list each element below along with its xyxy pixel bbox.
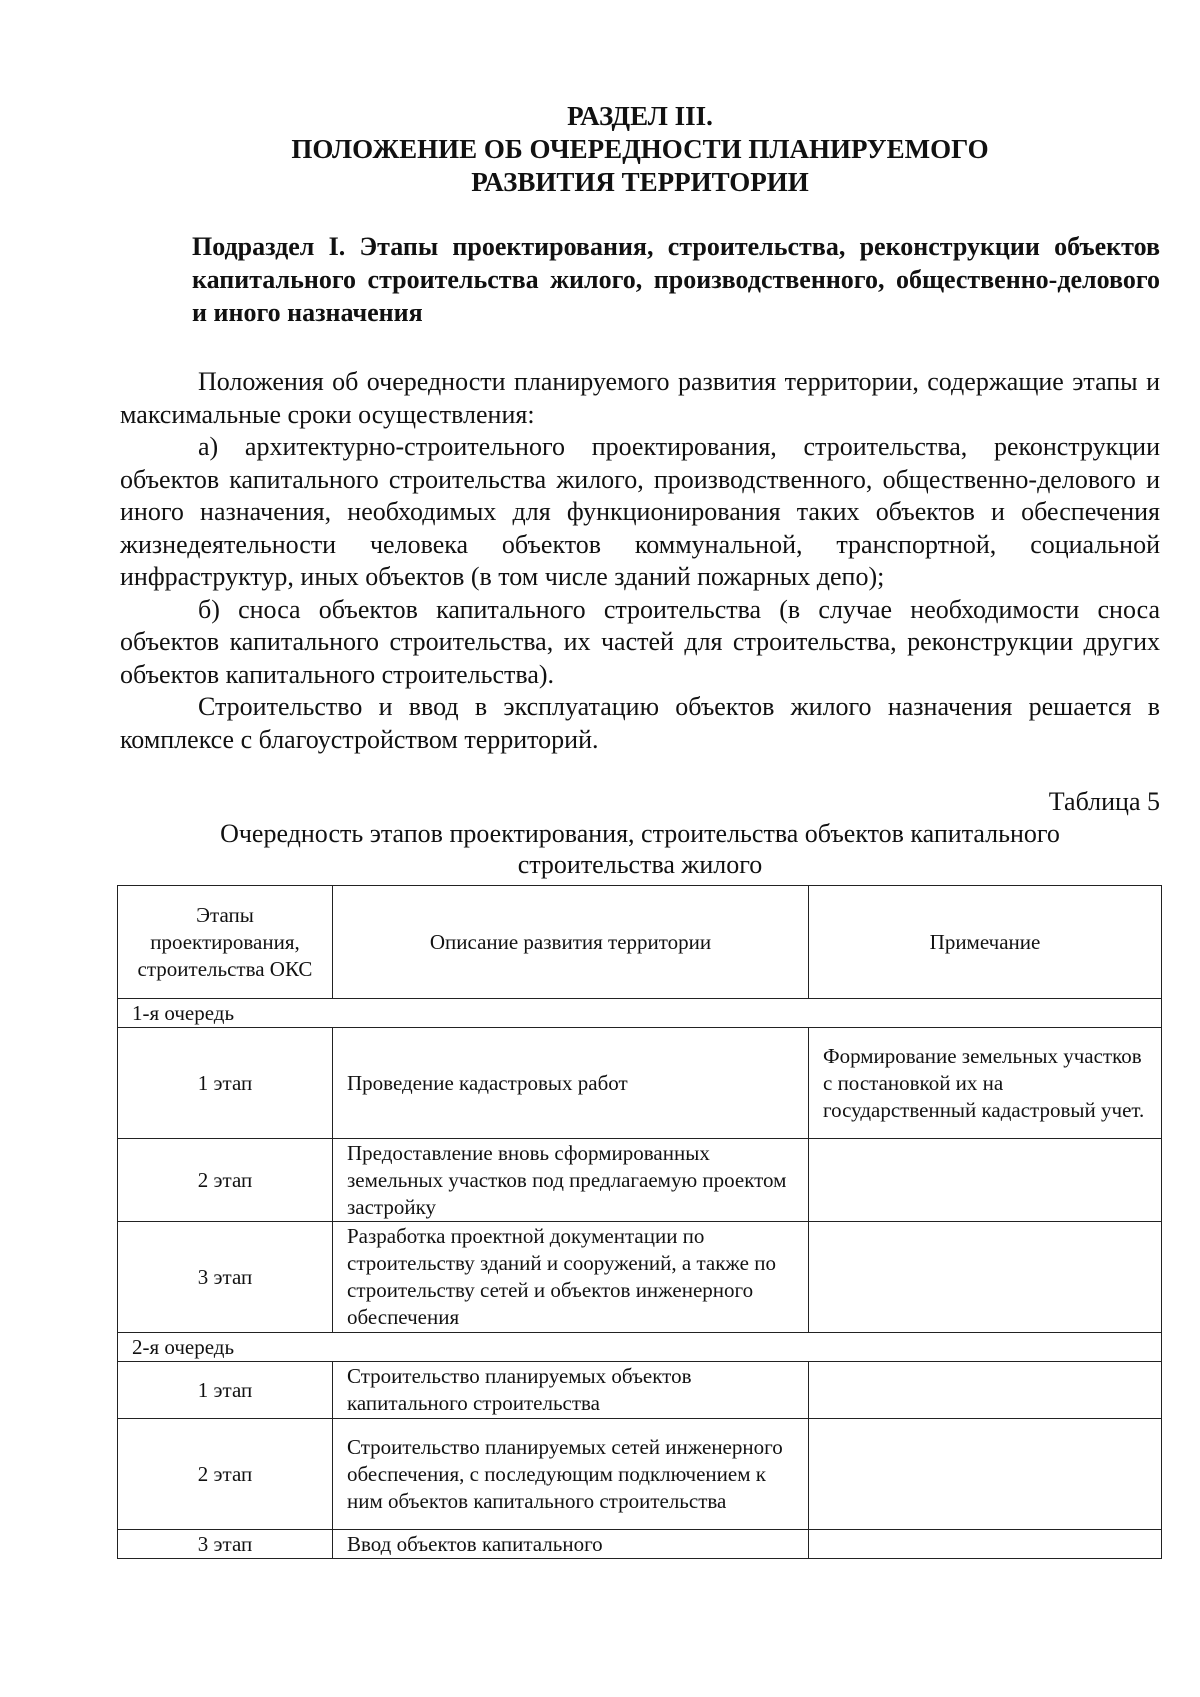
description-cell: Предоставление вновь сформированных земельных участков под предлагаемую проектом застройку — [333, 1139, 809, 1222]
stage-cell: 2 этап — [118, 1419, 333, 1530]
description-cell: Разработка проектной документации по строительству зданий и сооружений, а также по строительству сетей и объектов инженерного обеспечения — [333, 1222, 809, 1333]
stage-cell: 1 этап — [118, 1362, 333, 1419]
note-cell — [809, 1419, 1162, 1530]
section-title-line: РАЗВИТИЯ ТЕРРИТОРИИ — [471, 167, 809, 197]
header-note: Примечание — [809, 886, 1162, 999]
subsection-title-text: Подраздел I. Этапы проектирования, строительства, реконструкции объектов капитального строительства жилого, производственного, общественно-делового и иного назначения — [192, 232, 1160, 327]
subsection-title — [120, 230, 1160, 329]
queue-row — [118, 999, 1162, 1028]
table-header-row — [118, 886, 1162, 999]
body-text — [120, 366, 1160, 756]
paragraph-item-b: б) сноса объектов капитального строительства (в случае необходимости сноса объектов капитального строительства, их частей для строительства, реконструкции других объектов капитального строительства). — [120, 594, 1160, 689]
header-stages: Этапы проектирования, строительства ОКС — [118, 886, 333, 999]
table-row — [118, 1139, 1162, 1222]
description-cell: Строительство планируемых объектов капитального строительства — [333, 1362, 809, 1419]
section-title — [120, 100, 1160, 199]
paragraph: Строительство и ввод в эксплуатацию объектов жилого назначения решается в комплексе с благоустройством территорий. — [120, 692, 1160, 754]
description-cell: Проведение кадастровых работ — [333, 1028, 809, 1139]
stage-cell: 3 этап — [118, 1222, 333, 1333]
description-cell: Строительство планируемых сетей инженерного обеспечения, с последующим подключением к ним объектов капитального строительства — [333, 1419, 809, 1530]
note-cell — [809, 1222, 1162, 1333]
section-title-line: РАЗДЕЛ III. — [567, 101, 713, 131]
queue-row — [118, 1333, 1162, 1362]
table-caption-line: строительства жилого — [517, 850, 763, 879]
paragraph: Положения об очередности планируемого развития территории, содержащие этапы и максимальные сроки осуществления: — [120, 367, 1160, 429]
table-row — [118, 1222, 1162, 1333]
table-caption — [120, 818, 1160, 880]
stage-cell: 3 этап — [118, 1530, 333, 1559]
stages-table — [117, 885, 1162, 1559]
table-row — [118, 1028, 1162, 1139]
stage-cell: 1 этап — [118, 1028, 333, 1139]
table-caption-line: Очередность этапов проектирования, строительства объектов капитального — [220, 819, 1060, 848]
description-cell: Ввод объектов капитального — [333, 1530, 809, 1559]
table-row — [118, 1362, 1162, 1419]
note-cell — [809, 1139, 1162, 1222]
stage-cell: 2 этап — [118, 1139, 333, 1222]
note-cell — [809, 1362, 1162, 1419]
section-title-line: ПОЛОЖЕНИЕ ОБ ОЧЕРЕДНОСТИ ПЛАНИРУЕМОГО — [291, 134, 989, 164]
queue-label: 1-я очередь — [118, 999, 1162, 1028]
table-label: Таблица 5 — [1048, 787, 1160, 816]
note-cell: Формирование земельных участков с постановкой их на государственный кадастровый учет. — [809, 1028, 1162, 1139]
queue-label: 2-я очередь — [118, 1333, 1162, 1362]
paragraph-item-a: а) архитектурно-строительного проектирования, строительства, реконструкции объектов капитального строительства жилого, производственного, общественно-делового и иного назначения, необходимых для функционирования таких объектов и обеспечения жизнедеятельности человека объектов коммунальной, транспортной, социальной инфраструктур, иных объектов (в том числе зданий пожарных депо); — [120, 432, 1160, 591]
table-row — [118, 1419, 1162, 1530]
note-cell — [809, 1530, 1162, 1559]
header-description: Описание развития территории — [333, 886, 809, 999]
table-row — [118, 1530, 1162, 1559]
